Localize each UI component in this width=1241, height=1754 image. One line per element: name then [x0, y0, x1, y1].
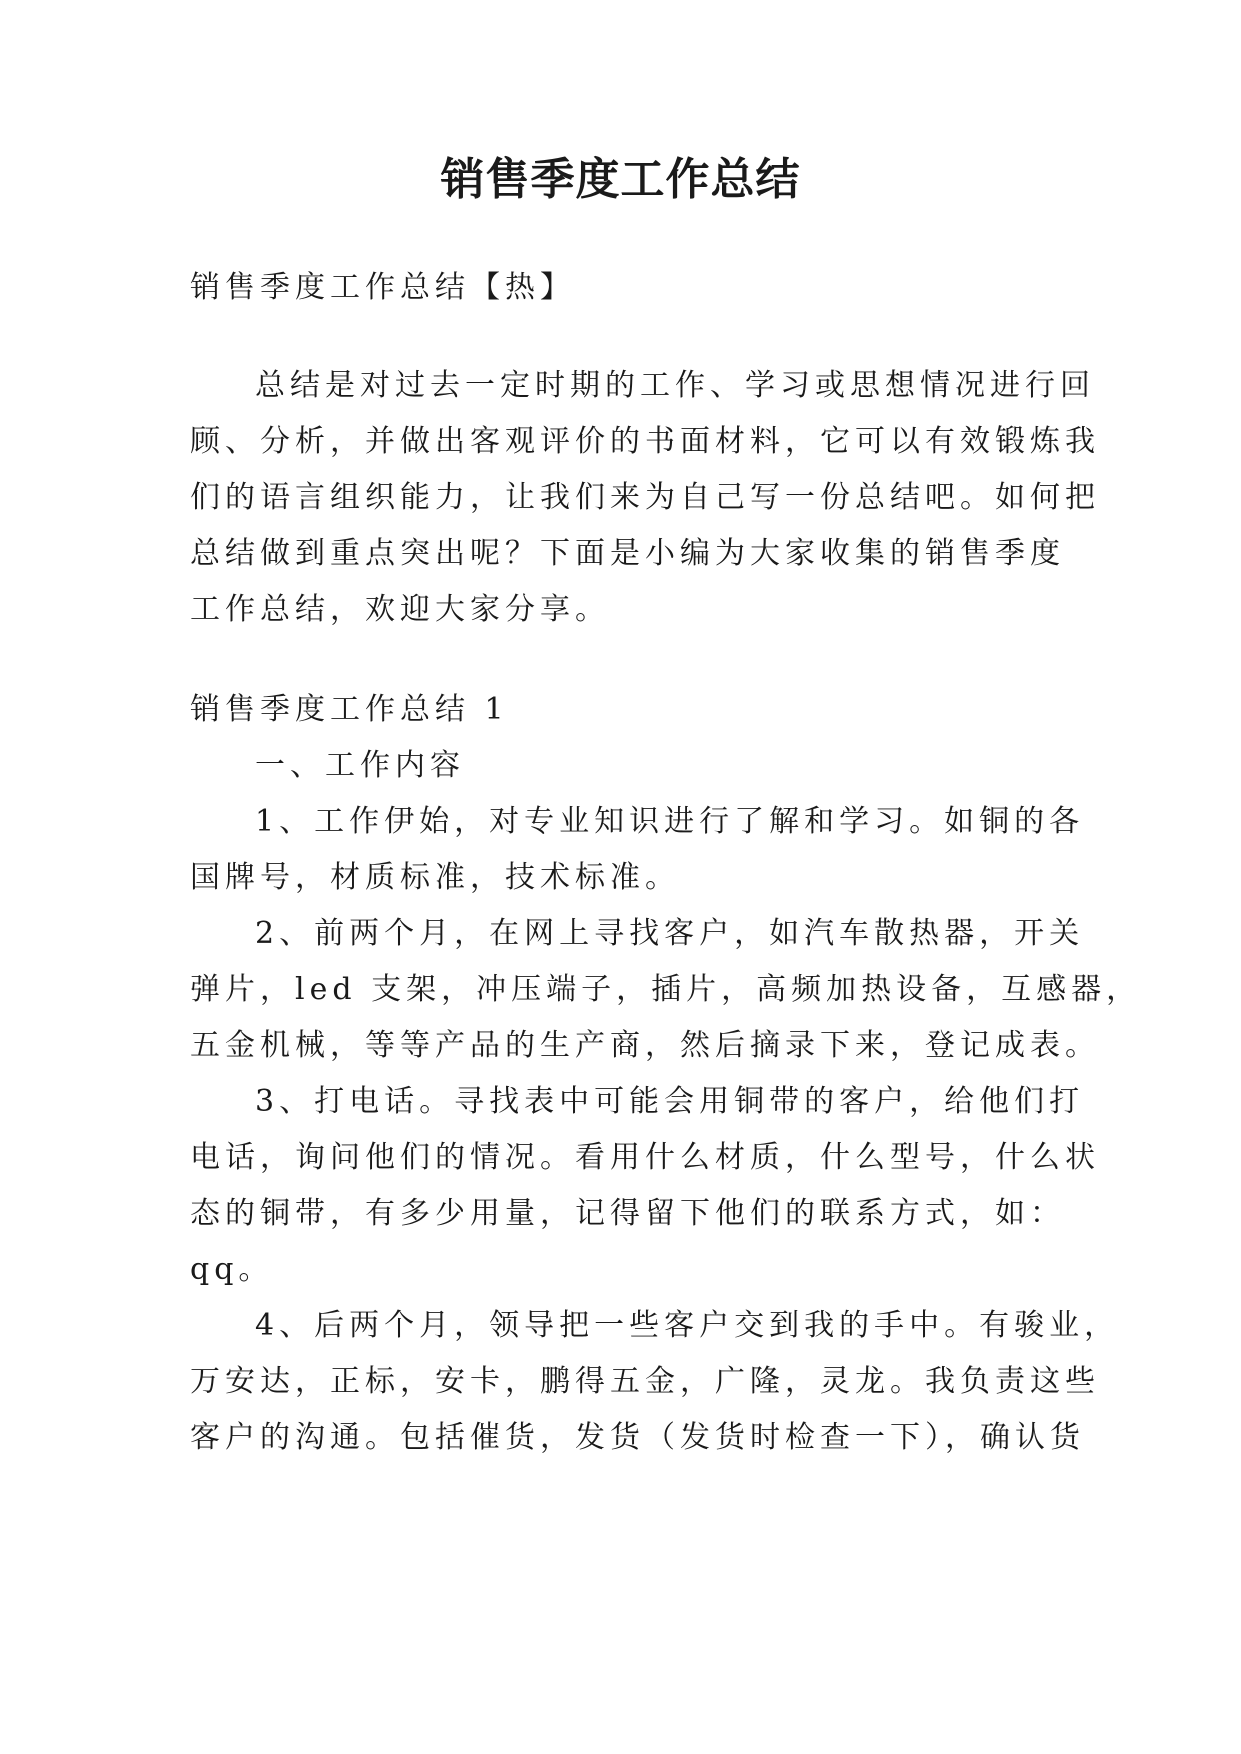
body-line: 3、打电话。寻找表中可能会用铜带的客户，给他们打	[255, 1084, 1085, 1119]
body-line: 态的铜带，有多少用量，记得留下他们的联系方式，如：	[190, 1196, 1065, 1231]
intro-line: 总结是对过去一定时期的工作、学习或思想情况进行回	[255, 368, 1095, 403]
body-line: 弹片，led 支架，冲压端子，插片，高频加热设备，互感器，	[190, 972, 1142, 1007]
intro-line: 工作总结，欢迎大家分享。	[190, 592, 610, 627]
body-line: 五金机械，等等产品的生产商，然后摘录下来，登记成表。	[190, 1028, 1100, 1063]
document-title: 销售季度工作总结	[440, 154, 801, 205]
body-line: 一、工作内容	[255, 748, 465, 783]
body-line: 客户的沟通。包括催货，发货（发货时检查一下），确认货	[190, 1420, 1085, 1455]
body-line: 1、工作伊始，对专业知识进行了解和学习。如铜的各	[255, 804, 1085, 839]
body-line: qq。	[190, 1252, 274, 1287]
body-line: 万安达，正标，安卡，鹏得五金，广隆，灵龙。我负责这些	[190, 1364, 1100, 1399]
section-heading: 销售季度工作总结 1	[190, 692, 509, 727]
body-line: 4、后两个月，领导把一些客户交到我的手中。有骏业，	[255, 1308, 1120, 1343]
body-line: 国牌号，材质标准，技术标准。	[190, 860, 680, 895]
body-line: 电话，询问他们的情况。看用什么材质，什么型号，什么状	[190, 1140, 1100, 1175]
intro-line: 总结做到重点突出呢？下面是小编为大家收集的销售季度	[190, 536, 1065, 571]
intro-line: 们的语言组织能力，让我们来为自己写一份总结吧。如何把	[190, 480, 1100, 515]
document-subtitle: 销售季度工作总结【热】	[190, 270, 575, 305]
intro-line: 顾、分析，并做出客观评价的书面材料，它可以有效锻炼我	[190, 424, 1100, 459]
body-line: 2、前两个月，在网上寻找客户，如汽车散热器，开关	[255, 916, 1085, 951]
